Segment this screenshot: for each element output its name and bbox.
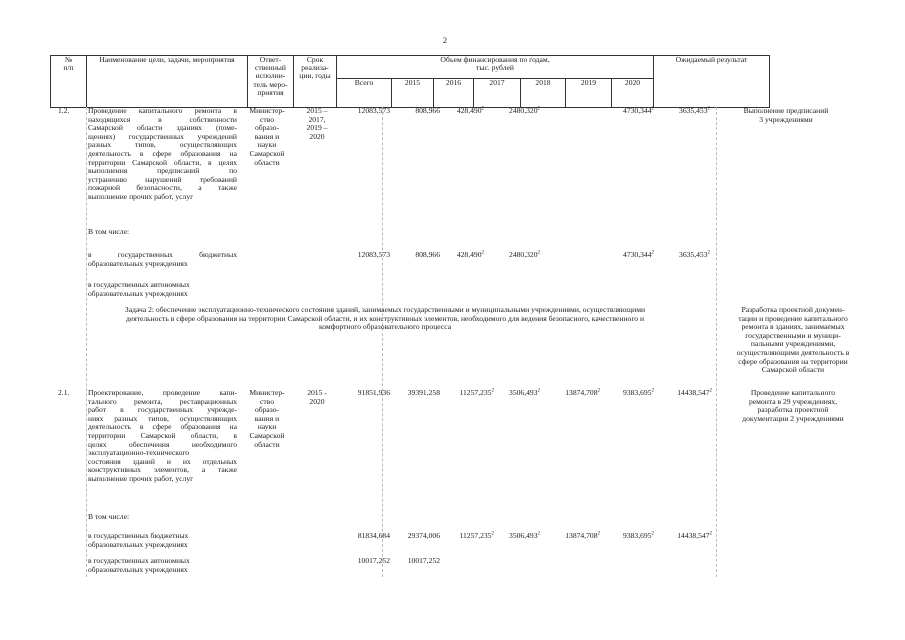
value-2016: 11257,235$^2$ [459,388,494,397]
value-2019: 9383,695$^2$ [623,388,654,397]
value-2016: 428,490$^2$ [456,250,484,259]
value-total: 12083,573 [357,106,390,115]
header-name: Наименование цели, задачи, мероприятия [87,56,248,108]
value-2017: 3506,493$^2$ [509,531,540,540]
row-result: Проведение капитального ремонта в 29 учреждениях, разработка проектной документации 2 учреждениями [742,388,844,423]
header-year: 2019 [566,79,612,108]
header-table [50,55,770,108]
value-2019: 4730,344$^2$ [623,106,654,115]
row-result: Выполнение предписаний 3 учреждениями [743,106,829,124]
value-2017: 3506,493$^2$ [509,388,540,397]
task-2-title: Задача 2: обеспечение эксплуатационно-технического состояния зданий, занимаемых государственными и муниципальными учреждениями, осуществляющими деятельность в сфере образования на территории Самарской области, и их конструктивных элементов, необходимого для ведения безопасного, качественного и комфортного образовательного процесса [124,305,646,332]
header-total: Всего [337,79,392,108]
header-year: 2020 [612,79,654,108]
column-guide [716,107,717,577]
row-term: 2015 – 2017, 2019 – 2020 [306,106,328,141]
value-2020: 3635,453$^2$ [679,250,710,259]
sub-row-autonomous: в государственных автономных образовательных учреждениях [88,280,190,298]
including-label: В том числе: [88,512,130,521]
header-result: Ожидаемый результат [654,56,770,108]
value-2019: 4730,344$^2$ [623,250,654,259]
value-2015: 29374,006 [407,531,440,540]
row-responsible: Министер- ство образо- вания и науки Самарской области [249,106,285,167]
row-responsible: Министер- ство образо- вания и науки Самарской области [249,388,285,449]
sub-row-autonomous: в государственных автономных образовательных учреждениях [88,556,190,574]
header-volume: Объем финансирования по годам, тыс. рублей [337,56,654,79]
value-2020: 3635,453$^2$ [679,106,710,115]
value-2015: 10017,252 [407,556,440,565]
value-total: 12083,573 [357,250,390,259]
value-2016: 11257,235$^2$ [459,531,494,540]
value-total: 81834,684 [357,531,390,540]
value-2019: 9383,695$^2$ [623,531,654,540]
including-label: В том числе: [88,227,130,236]
header-year: 2017 [474,79,521,108]
row-name: Проведение капитального ремонта в находящихся в собственности Самарской области зданиях (поме- щениях) государственных учреждений разных типов, осуществляющих деятельность в сфере образования на территории Самарской области, в целях выполнения предписаний по устранению нарушений требований пожарной безопасности, а также выполнение прочих работ, услуг [88,106,237,201]
header-year: 2018 [521,79,566,108]
value-2018: 13874,708$^2$ [565,388,600,397]
value-2017: 2480,320$^2$ [509,106,540,115]
value-total: 91851,936 [357,388,390,397]
value-2020: 14438,547$^2$ [677,388,712,397]
value-2015: 808,966 [415,250,440,259]
row-name: Проектирование, проведение капи- тального ремонта, реставрационных работ в государственных учрежде- ниях разных типов, осуществляющих деятельность в сфере образования на территории Самарской области, в целях обеспечения необходимого эксплуатационно-технического состояния зданий и их отдельных конструктивных элементов, а также выполнение прочих работ, услуг [88,388,237,483]
header-year: 2016 [434,79,474,108]
row-number: 1.2. [58,106,70,115]
value-total: 10017,252 [357,556,390,565]
header-resp: Ответ- ственный исполни- тель меро- приятия [248,56,294,108]
header-num: № п/п [51,56,87,108]
value-2018: 13874,708$^2$ [565,531,600,540]
value-2015: 808,966 [415,106,440,115]
row-number: 2.1. [58,388,70,397]
row-term: 2015 - 2020 [307,388,327,406]
value-2016: 428,490$^2$ [456,106,484,115]
column-guide [382,107,383,577]
column-guide [86,107,87,577]
value-2017: 2480,320$^2$ [509,250,540,259]
task-2-result: Разработка проектной докумен- тации и проведение капитального ремонта в зданиях, занимаемых государственными и муници- пальными учреждениями, осуществляющими деятельность в сфере образования на территории Самарской области [736,305,850,375]
header-year: 2015 [392,79,434,108]
page-number: 2 [443,36,447,45]
header-term: Срок реализа- ции, годы [294,56,337,108]
sub-row-budget: в государственных бюджетных образовательных учреждениях [88,531,189,549]
sub-row-budget: в государственных бюджетных образовательных учреждениях [88,250,237,268]
value-2015: 39391,258 [407,388,440,397]
value-2020: 14438,547$^2$ [677,531,712,540]
